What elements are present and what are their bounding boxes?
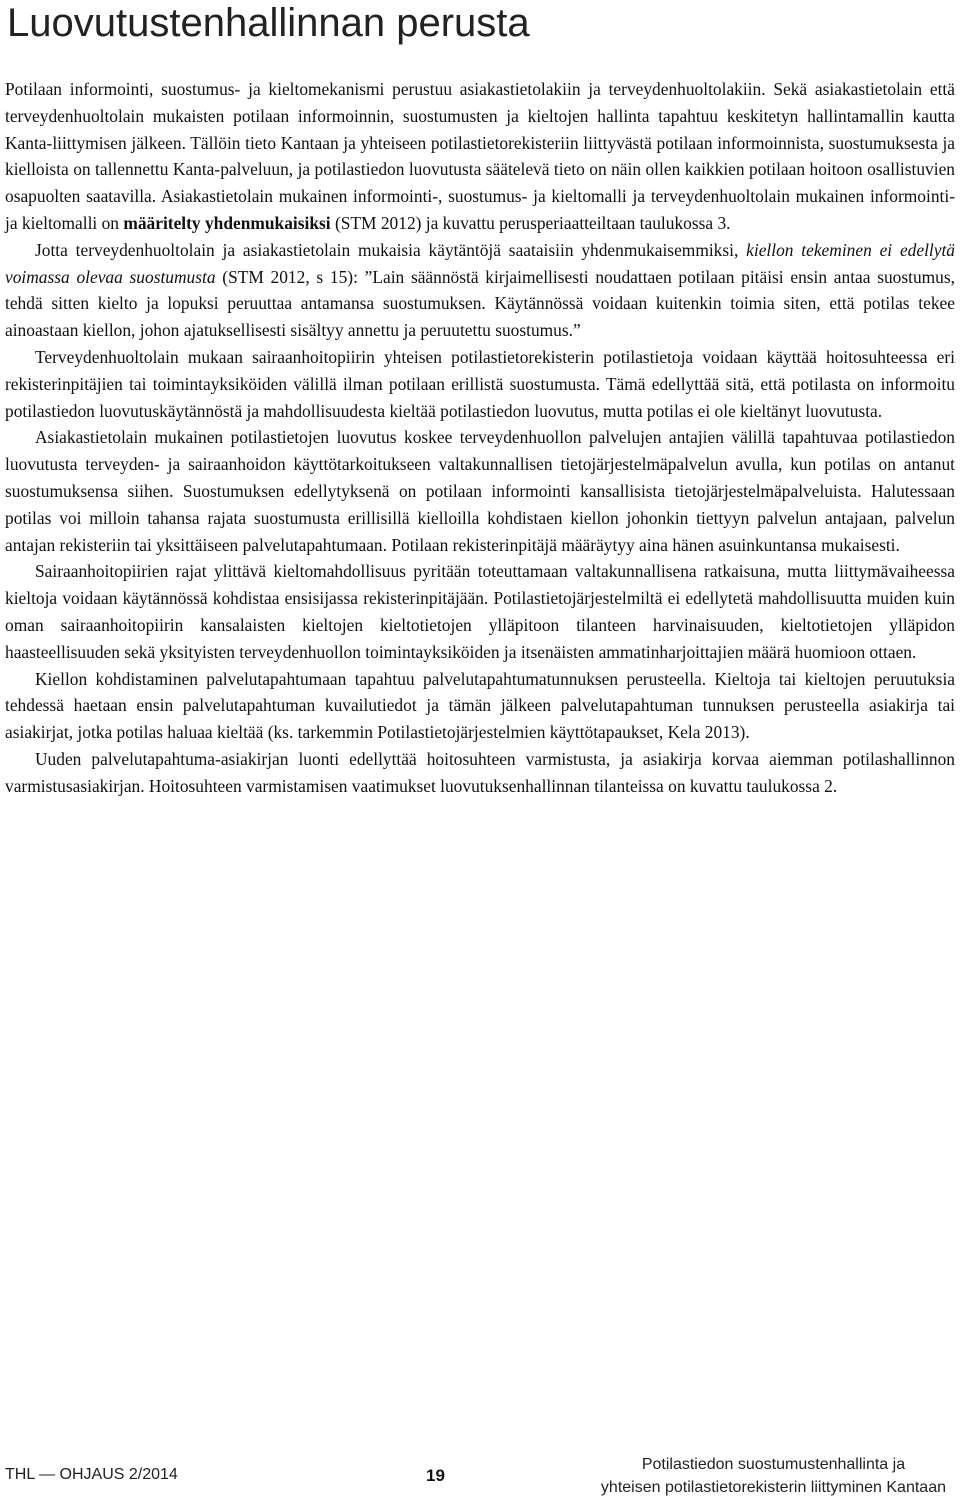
footer-publication: THL — OHJAUS 2/2014	[5, 1466, 178, 1483]
emphasized-text: määritelty yhdenmukaisiksi	[123, 212, 331, 233]
paragraph	[5, 424, 955, 558]
page-title: Luovutustenhallinnan perusta	[7, 1, 530, 45]
page-number: 19	[426, 1466, 445, 1485]
paragraph	[5, 76, 955, 237]
body-text	[5, 76, 955, 800]
paragraph-text: (STM 2012, s 15): ”Lain säännöstä kirjaimellisesti noudattaen potilaan pitäisi ensin antaa suostumus, tehdä sitten kielto ja lopuksi peruuttaa antamansa suostumuksen. Käytännössä voidaan kuitenkin toimia siten, että potilas tekee ainoastaan kiellon, johon ajatuksellisesti sisältyy annettu ja peruutettu suostumus.”	[5, 266, 955, 341]
paragraph	[5, 237, 955, 344]
paragraph-text: Terveydenhuoltolain mukaan sairaanhoitopiirin yhteisen potilastietorekisterin potilastietoja voidaan käyttää hoitosuhteessa eri rekisterinpitäjien tai toimintayksiköiden välillä ilman potilaan erillistä suostumusta. Tämä edellyttää sitä, että potilasta on informoitu potilastiedon luovutuskäytännöstä ja mahdollisuudesta kieltää potilastiedon luovutus, mutta potilas ei ole kieltänyt luovutusta.	[5, 346, 955, 421]
paragraph-text: Uuden palvelutapahtuma-asiakirjan luonti edellyttää hoitosuhteen varmistusta, ja asiakirja korvaa aiemman potilashallinnon varmistusasiakirjan. Hoitosuhteen varmistamisen vaatimukset luovutuksenhallinnan tilanteissa on kuvattu taulukossa 2.	[5, 748, 955, 796]
paragraph	[5, 666, 955, 746]
paragraph	[5, 746, 955, 800]
paragraph	[5, 558, 955, 665]
paragraph-text: Potilaan informointi, suostumus- ja kieltomekanismi perustuu asiakastietolakiin ja terveydenhuoltolakiin. Sekä asiakastietolain että terveydenhuoltolain mukaisten potilaan informoinnin, suostumusten ja kieltojen hallinta tapahtuu keskitetyn hallintamallin kautta Kanta-liittymisen jälkeen. Tällöin tieto Kantaan ja yhteiseen potilastietorekisteriin liittyvästä potilaan informoinnista, suostumuksesta ja kielloista on tallennettu Kanta-palveluun, ja potilastiedon luovutusta säätelevä tieto on näin ollen kaikkien potilaan hoitoon osallistuvien osapuolten saatavilla. Asiakastietolain mukainen informointi-, suostumus- ja kieltomalli ja terveydenhuoltolain mukainen informointi- ja kieltomalli on	[5, 79, 955, 233]
paragraph-text: Jotta terveydenhuoltolain ja asiakastietolain mukaisia käytäntöjä saataisiin yhdenmukaisemmiksi,	[35, 239, 747, 260]
paragraph-text: (STM 2012) ja kuvattu perusperiaatteiltaan taulukossa 3.	[330, 212, 731, 233]
paragraph-text: Sairaanhoitopiirien rajat ylittävä kieltomahdollisuus pyritään toteuttamaan valtakunnallisena ratkaisuna, mutta liittymävaiheessa kieltoja voidaan käytännössä kohdistaa ensisijassa rekisterinpitäjään. Potilastietojärjestelmiltä ei edellytetä mahdollisuutta muiden kuin oman sairaanhoitopiirin kansalaisten kieltojen kieltotietojen ylläpitoon tilanteen harvinaisuuden, kieltotietojen ylläpidon haasteellisuuden sekä yksityisten terveydenhuollon toimintayksiköiden ja itsenäisten ammatinharjoittajien määrä huomioon ottaen.	[5, 561, 955, 662]
footer-title-line-1: Potilastiedon suostumustenhallinta ja	[641, 1456, 906, 1473]
paragraph-text: Asiakastietolain mukainen potilastietojen luovutus koskee terveydenhuollon palvelujen antajien välillä tapahtuvaa potilastiedon luovutusta terveyden- ja sairaanhoidon käyttötarkoitukseen valtakunnallisen tietojärjestelmäpalvelun avulla, kun potilas on antanut suostumuksensa siihen. Suostumuksen edellytyksenä on potilaan informointi kansallisista tietojärjestelmäpalveluista. Halutessaan potilas voi milloin tahansa rajata suostumusta erillisillä kielloilla kohdistaen kiellon johonkin tiettyyn palvelun antajaan, palvelun antajan rekisteriin tai yksittäiseen palvelutapahtumaan. Potilaan rekisterinpitäjä määräytyy aina hänen asuinkuntansa mukaisesti.	[5, 427, 955, 555]
paragraph-text: Kiellon kohdistaminen palvelutapahtumaan tapahtuu palvelutapahtumatunnuksen perusteella. Kieltoja tai kieltojen peruutuksia tehdessä haetaan ensin palvelutapahtuman kuvailutiedot ja tämän jälkeen palvelutapahtuman tunnuksen perusteella asiakirja tai asiakirjat, jotka potilas haluaa kieltää (ks. tarkemmin Potilastietojärjestelmien käyttötapaukset, Kela 2013).	[5, 668, 955, 743]
footer-title-line-2: yhteisen potilastietorekisterin liittyminen Kantaan	[600, 1479, 946, 1496]
footer-document-title	[601, 1453, 946, 1499]
paragraph	[5, 344, 955, 424]
italic-text: kiellon tekeminen ei edellytä voimassa olevaa suostumusta	[5, 239, 955, 287]
